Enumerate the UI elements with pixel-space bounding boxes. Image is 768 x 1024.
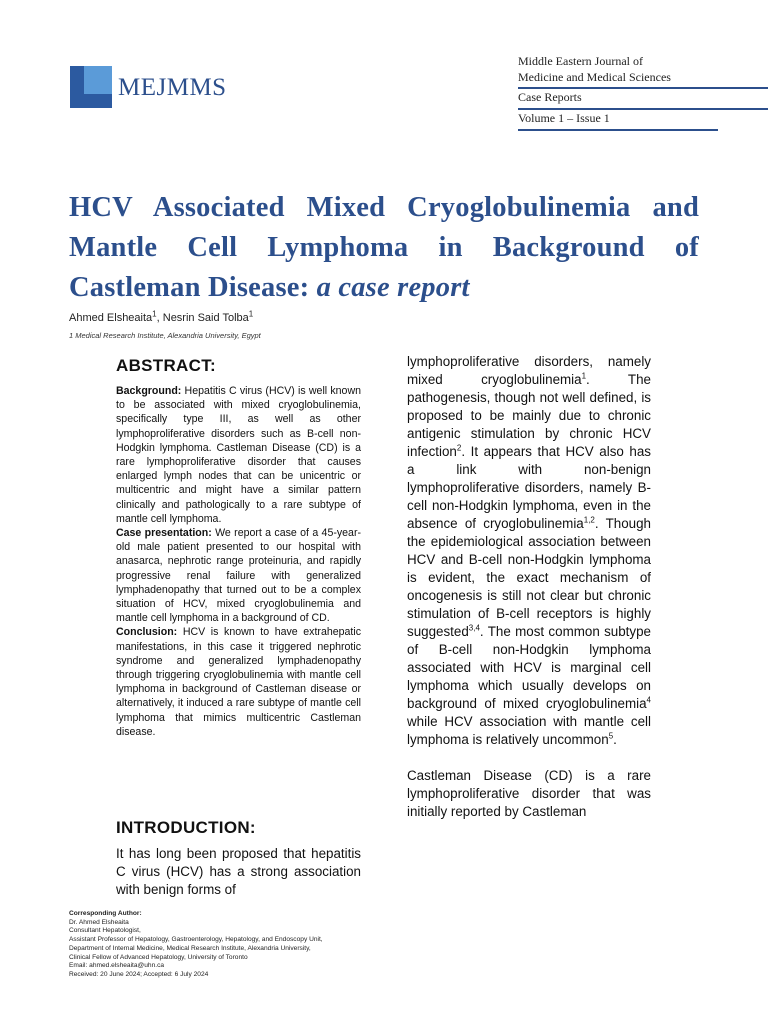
logo-text: MEJMMS xyxy=(118,74,227,101)
abstract-conclusion: Conclusion: HCV is known to have extrahepatic manifestations, in this case it triggered nephrotic syndrome and generalized lymphadenopathy through triggering cryoglobulinemia with mantle cell lymphoma in background of Castleman disease or alternatively, it induced a rare subtype of mantle cell lymphoma that mimics multicentric Castleman disease. xyxy=(116,626,361,738)
corresponding-author: Corresponding Author: Dr. Ahmed Elsheaita Consultant Hepatologist, Assistant Professor of Hepatology, Gastroenterology, Hepatology, and Endoscopy Unit, Department of Internal Medicine, Medical Research Institute, Alexandria University, Clinical Fellow of Advanced Hepatology, University of Toronto Email: ahmed.elsheaita@uhn.ca Received: 20 June 2024; Accepted: 6 July 2024 xyxy=(69,910,323,978)
introduction-continued: lymphoproliferative disorders, namely mixed cryoglobulinemia$^1$. The pathogenesis, though not well defined, is proposed to be mainly due to chronic antigenic stimulation by chronic HCV infection$^2$. It appears that HCV also has a link with non-benign lymphoproliferative disorders, namely B-cell non-Hodgkin lymphoma, even in the absence of cryoglobulinemia$^{1,2}$. Though the epidemiological association between HCV and B-cell non-Hodgkin lymphoma is evident, the exact mechanism of oncogenesis is still not clear but chronic stimulation of B-cell receptors is highly suggested$^{3,4}$. The most common subtype of B-cell non-Hodgkin lymphoma associated with HCV is marginal cell lymphoma which usually develops on background of mixed cryoglobulinemia$^4$ while HCV association with mantle cell lymphoma is relatively uncommon$^5$. xyxy=(407,354,651,747)
affiliation: 1 Medical Research Institute, Alexandria University, Egypt xyxy=(69,331,261,340)
journal-name: Middle Eastern Journal of Medicine and Medical Sciences xyxy=(518,54,671,84)
castleman-paragraph: Castleman Disease (CD) is a rare lymphoproliferative disorder that was initially reported by Castleman xyxy=(407,768,651,819)
author-list: Ahmed Elsheaita$^1$, Nesrin Said Tolba$^1$ xyxy=(69,309,254,324)
journal-logo-icon xyxy=(70,66,112,108)
right-column xyxy=(407,353,651,839)
section-label: Case Reports xyxy=(518,90,582,104)
article-title: HCV Associated Mixed Cryoglobulinemia and Mantle Cell Lymphoma in Background of Castleman Disease: a case report xyxy=(69,192,699,303)
header-rule xyxy=(518,108,768,110)
header-rule xyxy=(518,129,718,131)
abstract-background: Background: Hepatitis C virus (HCV) is well known to be associated with mixed cryoglobulinemia, specifically type III, as well as other lymphoproliferative disorders such as B-cell non-Hodgkin lymphoma. Castleman Disease (CD) is a rare lymphoproliferative disorder that causes enlarged lymph nodes that can be unicentric or multicentric and might have a similar pattern clinically and pathologically to a rare subtype of mantle cell lymphoma. xyxy=(116,385,361,525)
volume-issue: Volume 1 – Issue 1 xyxy=(518,111,610,125)
introduction-paragraph: It has long been proposed that hepatitis C virus (HCV) has a strong association with benign forms of xyxy=(116,846,361,897)
header-rule xyxy=(518,87,768,89)
introduction-heading: INTRODUCTION: xyxy=(116,818,256,837)
email-link[interactable]: Email: ahmed.elsheaita@uhn.ca xyxy=(69,962,165,970)
abstract-heading: ABSTRACT: xyxy=(116,356,216,375)
abstract-section xyxy=(116,356,361,739)
abstract-case: Case presentation: We report a case of a 45-year-old male patient presented to our hospital with anasarca, nephrotic range proteinuria, and rapidly progressive renal failure with generalized lymphadenopathy that turned out to be a complex situation of HCV, mixed cryoglobulinemia and mantle cell lymphoma in a background of CD. xyxy=(116,527,362,625)
